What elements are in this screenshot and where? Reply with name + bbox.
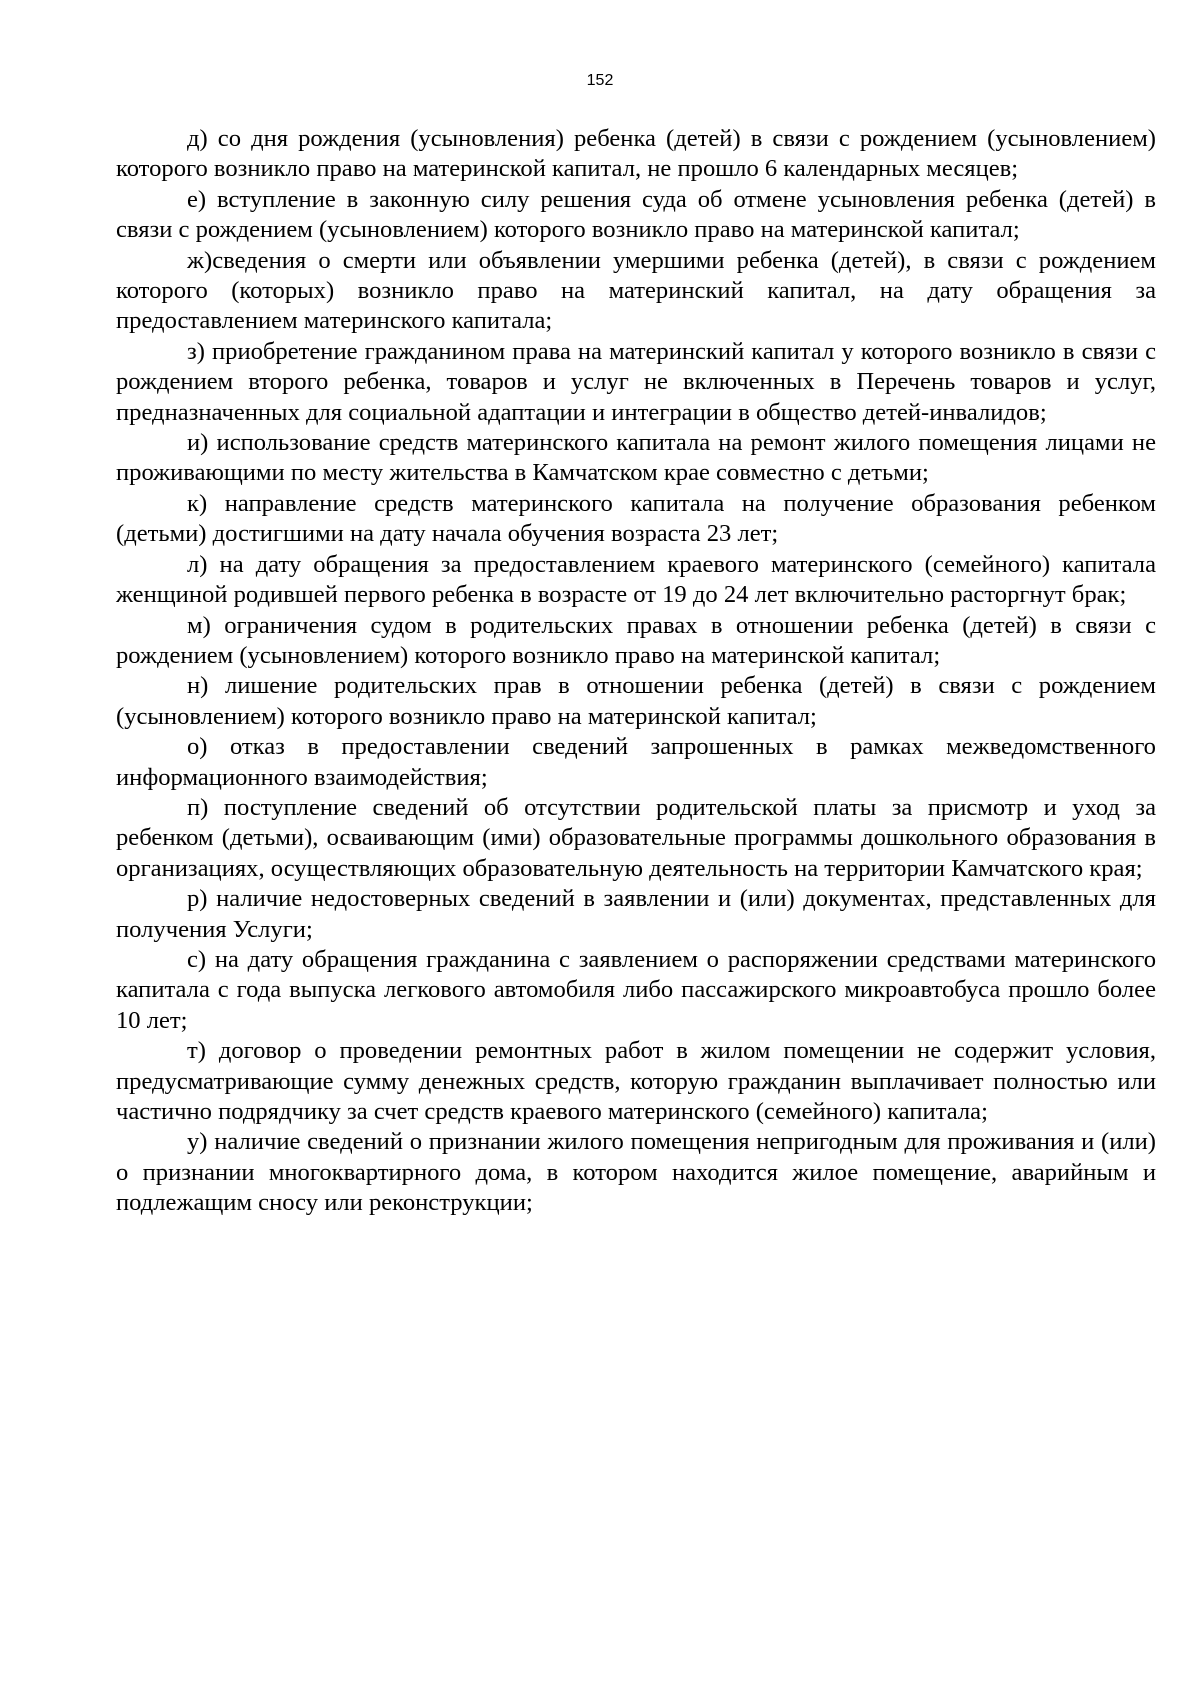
- list-item-text: на дату обращения за предоставлением краевого материнского (семейного) капитала женщиной родившей первого ребенка в возрасте от 19 до 24 лет включительно расторгнут брак;: [116, 550, 1156, 609]
- list-item-text: приобретение гражданином права на материнский капитал у которого возникло в связи с рождением второго ребенка, товаров и услуг не включенных в Перечень товаров и услуг, предназначенных для социальной адаптации и интеграции в общество детей-инвалидов;: [116, 337, 1156, 426]
- list-item-r: [116, 884, 1156, 945]
- list-item-text: сведения о смерти или объявлении умершими ребенка (детей), в связи с рождением которого (которых) возникло право на материнский капитал, на дату обращения за предоставлением материнского капитала;: [116, 246, 1156, 335]
- list-item-text: отказ в предоставлении сведений запрошенных в рамках межведомственного информационного взаимодействия;: [116, 733, 1156, 791]
- list-marker: д): [187, 125, 208, 152]
- list-item-text: лишение родительских прав в отношении ребенка (детей) в связи с рождением (усыновлением) которого возникло право на материнской капитал;: [116, 672, 1156, 730]
- list-item-text: поступление сведений об отсутствии родительской платы за присмотр и уход за ребенком (детьми), осваивающим (ими) образовательные программы дошкольного образования в организациях, осуществляющих образовательную деятельность на территории Камчатского края;: [116, 793, 1156, 882]
- list-item-i: [116, 428, 1156, 489]
- list-marker: н): [187, 672, 209, 700]
- list-marker: з): [187, 337, 205, 365]
- list-marker: е): [187, 185, 207, 213]
- list-marker: у): [187, 1128, 208, 1156]
- list-marker: л): [187, 550, 208, 578]
- list-item-text: со дня рождения (усыновления) ребенка (детей) в связи с рождением (усыновлением) которого возникло право на материнской капитал, не прошло 6 календарных месяцев;: [116, 125, 1156, 183]
- list-item-text: на дату обращения гражданина с заявлением о распоряжении средствами материнского капитала с года выпуска легкового автомобиля либо пассажирского микроавтобуса прошло более 10 лет;: [116, 945, 1156, 1034]
- list-marker: с): [187, 945, 207, 973]
- list-marker: ж): [187, 246, 213, 274]
- list-item-text: вступление в законную силу решения суда об отмене усыновления ребенка (детей) в связи с рождением (усыновлением) которого возникло право на материнской капитал;: [116, 185, 1156, 244]
- list-marker: м): [187, 611, 211, 639]
- list-item-text: использование средств материнского капитала на ремонт жилого помещения лицами не проживающими по месту жительства в Камчатском крае совместно с детьми;: [116, 429, 1156, 487]
- list-item-text: направление средств материнского капитала на получение образования ребенком (детьми) достигшими на дату начала обучения возраста 23 лет;: [116, 489, 1156, 548]
- list-item-text: наличие сведений о признании жилого помещения непригодным для проживания и (или) о признании многоквартирного дома, в котором находится жилое помещение, аварийным и подлежащим сносу или реконструкции;: [116, 1128, 1156, 1217]
- list-item-l: [116, 550, 1156, 611]
- page-number: 152: [586, 72, 614, 89]
- list-item-z: [116, 337, 1156, 428]
- document-body: [116, 124, 1156, 1219]
- list-item-d: [116, 124, 1156, 185]
- list-item-text: наличие недостоверных сведений в заявлении и (или) документах, представленных для получения Услуги;: [116, 885, 1156, 943]
- list-item-s: [116, 945, 1156, 1036]
- list-item-o: [116, 732, 1156, 793]
- list-marker: р): [187, 885, 208, 913]
- list-item-e: [116, 185, 1156, 246]
- list-item-zh: [116, 246, 1156, 337]
- list-item-m: [116, 611, 1156, 672]
- list-item-t: [116, 1036, 1156, 1127]
- list-item-text: ограничения судом в родительских правах в отношении ребенка (детей) в связи с рождением (усыновлением) которого возникло право на материнской капитал;: [116, 611, 1156, 669]
- list-marker: и): [187, 429, 209, 457]
- list-marker: т): [187, 1037, 206, 1065]
- list-item-n: [116, 671, 1156, 732]
- list-marker: п): [187, 793, 209, 821]
- list-item-p: [116, 793, 1156, 884]
- list-marker: к): [187, 489, 208, 517]
- list-marker: о): [187, 733, 208, 761]
- list-item-u: [116, 1127, 1156, 1218]
- list-item-k: [116, 489, 1156, 550]
- list-item-text: договор о проведении ремонтных работ в жилом помещении не содержит условия, предусматривающие сумму денежных средств, которую гражданин выплачивает полностью или частично подрядчику за счет средств краевого материнского (семейного) капитала;: [116, 1037, 1156, 1125]
